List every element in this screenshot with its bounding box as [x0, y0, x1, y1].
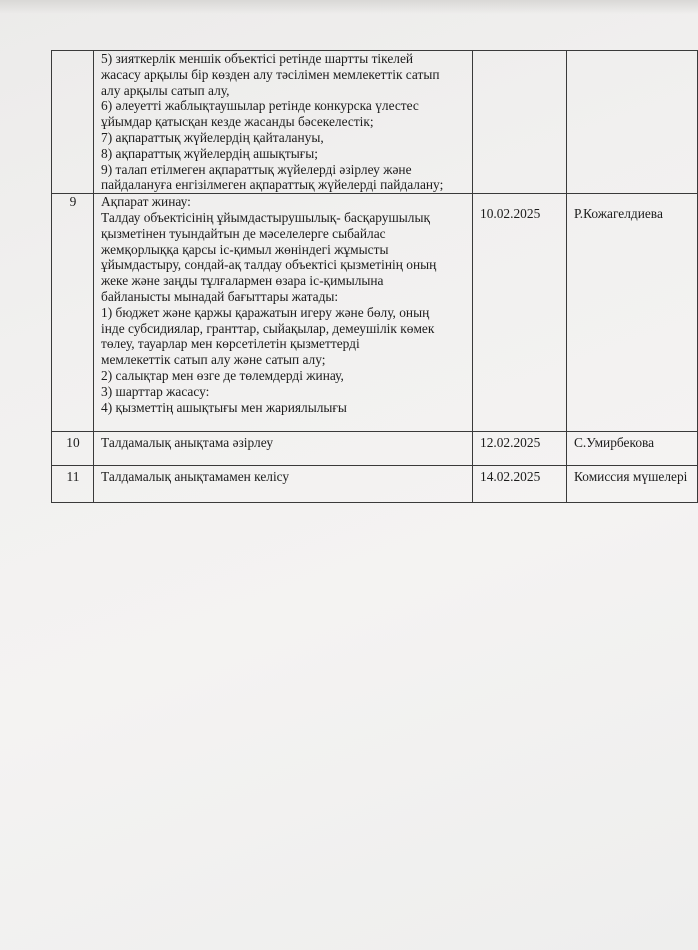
description-line: төлеу, тауарлар мен көрсетілетін қызметтерді — [101, 336, 360, 352]
description-line: жасасу арқылы бір көзден алу тәсілімен мемлекеттік сатып — [101, 66, 440, 82]
description-line: пайдалануға енгізілмеген ақпараттық жүйелерді пайдалану; — [101, 177, 444, 193]
description-line: жемқорлыққа қарсы іс-қимыл жөніндегі жұмысты — [101, 241, 389, 257]
description-line: 9) талап етілмеген ақпараттық жүйелерді әзірлеу және — [101, 161, 412, 177]
page-edge-shadow — [0, 0, 698, 14]
table-row — [52, 51, 698, 194]
description-line: 1) бюджет және қаржы қаражатын игеру және бөлу, оның — [101, 304, 430, 320]
description-line: Талдамалық анықтама әзірлеу — [101, 435, 274, 451]
description-line: 6) әлеуетті жаблықтаушылар ретінде конкурска үлестес — [101, 98, 419, 114]
table-row — [52, 466, 698, 503]
row-date: 12.02.2025 — [473, 432, 567, 466]
row-description — [94, 51, 473, 194]
description-line: Талдау объектісінің ұйымдастырушылық- басқарушылық — [101, 209, 430, 225]
description-line: мемлекеттік сатып алу және сатып алу; — [101, 352, 326, 368]
row-number: 11 — [52, 466, 94, 503]
description-line: 5) зияткерлік меншік объектісі ретінде шартты тікелей — [101, 51, 414, 66]
description-line: 2) салықтар мен өзге де төлемдерді жинау, — [101, 367, 344, 383]
row-description — [94, 194, 473, 432]
row-responsible: Комиссия мүшелері — [567, 466, 698, 503]
description-line: Талдамалық анықтамамен келісу — [101, 469, 290, 485]
description-line: ұйымдастыру, сондай-ақ талдау объектісі қызметінің оның — [101, 257, 437, 273]
row-number: 10 — [52, 432, 94, 466]
row-number — [52, 51, 94, 194]
row-date — [473, 51, 567, 194]
description-line: 4) қызметтің ашықтығы мен жариялылығы — [101, 399, 347, 415]
row-date: 10.02.2025 — [473, 194, 567, 432]
row-date: 14.02.2025 — [473, 466, 567, 503]
description-line: Ақпарат жинау: — [101, 194, 191, 210]
row-responsible: Р.Кожагелдиева — [567, 194, 698, 432]
description-line: 8) ақпараттық жүйелердің ашықтығы; — [101, 145, 318, 161]
table-row — [52, 194, 698, 432]
row-description — [94, 432, 473, 466]
description-line: алу арқылы сатып алу, — [101, 82, 230, 98]
description-line: байланысты мынадай бағыттары жатады: — [101, 288, 339, 304]
description-line: 3) шарттар жасасу: — [101, 383, 210, 399]
row-responsible — [567, 51, 698, 194]
description-line: ұйымдар қатысқан кезде жасанды бәсекелестік; — [101, 114, 374, 130]
plan-table — [51, 50, 698, 503]
description-line: жеке және заңды тұлғалармен өзара іс-қимылына — [101, 273, 384, 289]
description-line: қызметінен туындайтын де мәселелерге сыбайлас — [101, 225, 386, 241]
table-row — [52, 432, 698, 466]
row-number: 9 — [52, 194, 94, 432]
description-line: 7) ақпараттық жүйелердің қайталануы, — [101, 129, 324, 145]
row-responsible: С.Умирбекова — [567, 432, 698, 466]
description-line: інде субсидиялар, гранттар, сыйақылар, демеушілік көмек — [101, 320, 435, 336]
row-description — [94, 466, 473, 503]
